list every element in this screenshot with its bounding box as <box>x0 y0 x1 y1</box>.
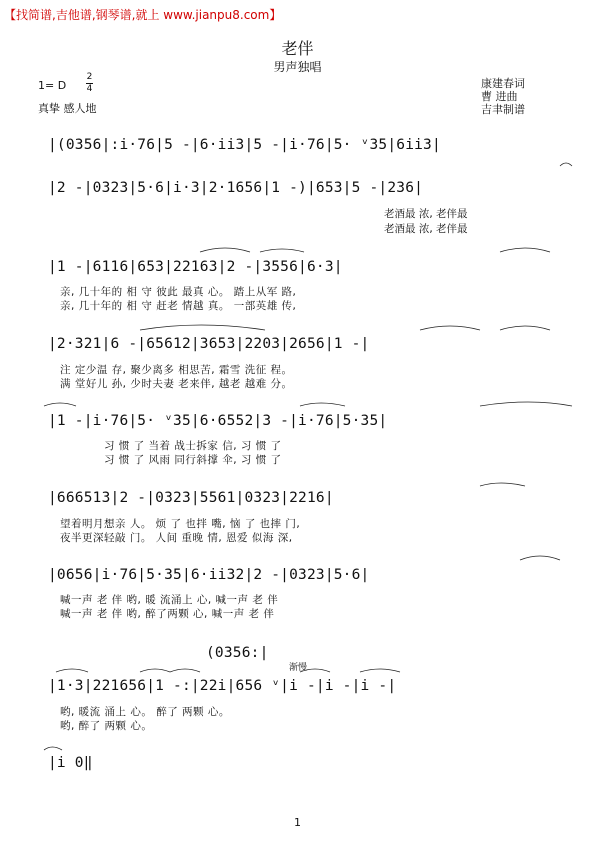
lyric-row-4-verse-2: 满 堂好儿 孙, 少时夫妻 老来伴, 越老 越难 分。 <box>60 378 293 390</box>
lyric-row-6-verse-1: 望着明月想亲 人。 烦 了 也拌 嘴, 恼 了 也摔 门, <box>60 518 301 530</box>
lyric-row-6-verse-2: 夜半更深轻敲 门。 人间 重晚 情, 恩爱 似海 深, <box>60 532 293 544</box>
notation-row-8-pickup: (0356:| <box>206 645 269 661</box>
lyric-row-4-verse-1: 注 定少温 存, 聚少离多 相思苦, 霜雪 洗征 程。 <box>60 364 293 376</box>
time-numerator: 2 <box>86 72 93 82</box>
lyric-row-8-verse-1: 哟, 暖流 涌上 心。 醉了 两颗 心。 <box>60 706 230 718</box>
lyric-row-5-verse-1: 习 惯 了 当着 战士拆家 信, 习 惯 了 <box>104 440 282 452</box>
lyric-row-7-verse-1: 喊一声 老 伴 哟, 暖 流涌上 心, 喊一声 老 伴 <box>60 594 279 606</box>
notation-row-9: |i 0‖ <box>48 755 93 771</box>
tempo-mark: 渐慢 <box>289 663 308 673</box>
song-subtitle: 男声独唱 <box>273 60 322 74</box>
time-denominator: 4 <box>86 84 93 94</box>
lyric-row-7-verse-2: 喊一声 老 伴 哟, 醉了两颗 心, 喊一声 老 伴 <box>60 608 275 620</box>
notation-row-5: |1 -|i·76|5· ᵛ35|6·6552|3 -|i·76|5·35| <box>48 413 388 429</box>
lyric-row-5-verse-2: 习 惯 了 风雨 同行斜撑 伞, 习 惯 了 <box>104 454 282 466</box>
lyric-row-8-verse-2: 哟, 醉了 两颗 心。 <box>60 720 153 732</box>
song-title: 老伴 <box>281 39 314 58</box>
notation-row-7: |0656|i·76|5·35|6·ii32|2 -|0323|5·6| <box>48 567 370 583</box>
lyric-row-2-verse-1: 老酒最 浓, 老伴最 <box>384 208 468 220</box>
notation-row-6: |666513|2 -|0323|5561|0323|2216| <box>48 490 334 506</box>
notation-row-2: |2 -|0323|5·6|i·3|2·1656|1 -)|653|5 -|236| <box>48 180 424 196</box>
notation-row-8: |1·3|221656|1 -:|22i|656 ᵛ|i -|i -|i -| <box>48 678 397 694</box>
key-signature: 1= D <box>38 79 67 92</box>
notation-row-4: |2·321|6 -|65612|3653|2203|2656|1 -| <box>48 336 370 352</box>
lyric-row-3-verse-2: 亲, 几十年的 相 守 赶老 情越 真。 一部英雄 传, <box>60 300 297 312</box>
notation-row-3: |1 -|6116|653|22163|2 -|3556|6·3| <box>48 259 343 275</box>
site-banner: 【找简谱,吉他谱,钢琴谱,就上 www.jianpu8.com】 <box>4 8 282 22</box>
expression-mark: 真挚 感人地 <box>38 102 97 115</box>
lyricist-credit: 康建春词 <box>481 77 525 90</box>
lyric-row-2-verse-2: 老酒最 浓, 老伴最 <box>384 223 468 235</box>
composer-credit: 曹 进曲 <box>481 90 518 103</box>
arranger-credit: 吉聿制谱 <box>481 103 525 116</box>
notation-row-1: |(0356|:i·76|5 -|6·ii3|5 -|i·76|5· ᵛ35|6ii3| <box>48 137 441 153</box>
page-number: 1 <box>294 816 301 829</box>
lyric-row-3-verse-1: 亲, 几十年的 相 守 彼此 最真 心。 踏上从军 路, <box>60 286 297 298</box>
